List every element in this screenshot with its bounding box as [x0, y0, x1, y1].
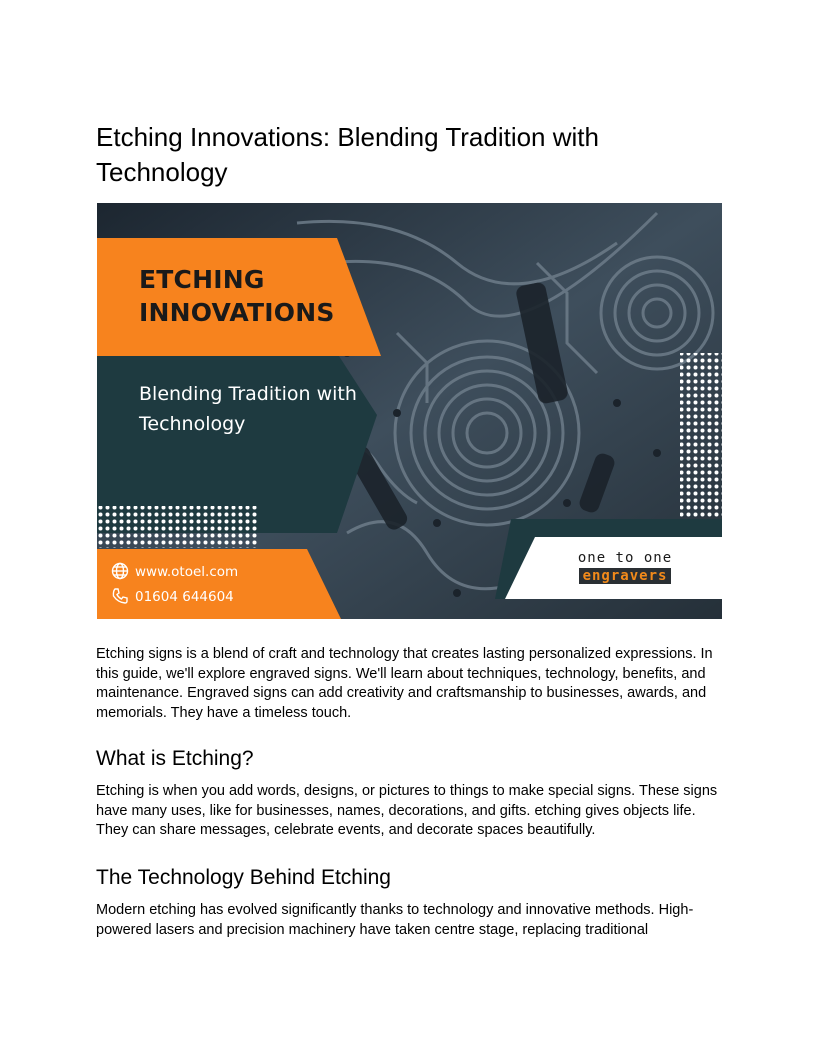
logo-bottom-text: engravers — [579, 568, 672, 584]
page-title: Etching Innovations: Blending Tradition with Technology — [96, 122, 599, 187]
hero-banner-image — [97, 203, 722, 619]
intro-paragraph: Etching signs is a blend of craft and technology that creates lasting personalized expressions. In this guide, we'll explore engraved signs. We'll learn about techniques, technology, benefits, and maintenance. Engraved signs can add creativity and craftsmanship to businesses, awards, and memorials. They have a timeless touch. — [96, 646, 713, 721]
website-text: www.otoel.com — [135, 564, 239, 580]
logo-top-text: one to one — [577, 550, 673, 566]
banner-phone — [111, 587, 234, 607]
heading-what-is-etching: What is Etching? — [96, 747, 254, 770]
technology-paragraph: Modern etching has evolved significantly thanks to technology and innovative methods. High-powered lasers and precision machinery have taken centre stage, replacing traditional — [96, 902, 694, 938]
heading-technology-behind-etching: The Technology Behind Etching — [96, 866, 391, 889]
company-logo — [563, 551, 687, 587]
banner-subtitle: Blending Tradition with Technology — [139, 383, 357, 435]
phone-text: 01604 644604 — [135, 589, 234, 605]
banner-website — [111, 562, 238, 582]
dot-pattern-right — [680, 353, 722, 518]
phone-icon — [111, 588, 129, 606]
dot-pattern-left — [97, 506, 257, 548]
banner-headline: ETCHING INNOVATIONS — [139, 265, 335, 327]
globe-icon — [111, 563, 129, 581]
what-is-etching-paragraph: Etching is when you add words, designs, or pictures to things to make special signs. These signs have many uses, like for businesses, names, decorations, and gifts. etching gives objects life. They can share messages, celebrate events, and decorate spaces beautifully. — [96, 783, 718, 838]
